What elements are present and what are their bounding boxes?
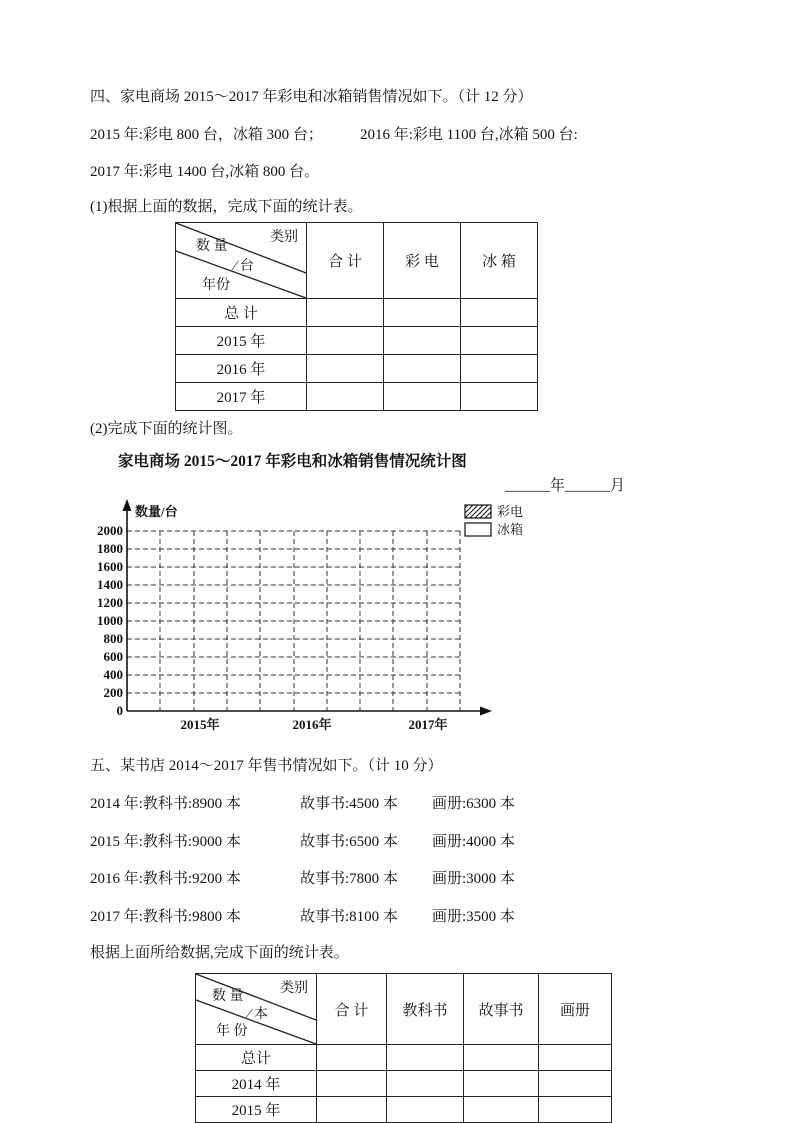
column-header-total: 合 计 [317, 974, 387, 1045]
table-cell-empty [539, 1097, 612, 1123]
table-cell-empty [387, 1097, 464, 1123]
legend-swatch-fridge-icon [465, 523, 491, 536]
chart-title: 家电商场 2015～2017 年彩电和冰箱销售情况统计图 [118, 453, 467, 470]
q5-2014-storybooks: 故事书:4500 本 [300, 796, 398, 812]
table-cell-empty [384, 383, 461, 411]
sales-statistics-chart [95, 498, 695, 743]
q4-sales-2016: 2016 年:彩电 1100 台,冰箱 500 台: [360, 127, 578, 143]
corner-label-unit: ∕ 台 [234, 259, 254, 274]
x-tick-2016: 2016年 [292, 717, 332, 732]
q4-sales-2017: 2017 年:彩电 1400 台,冰箱 800 台。 [90, 164, 320, 180]
statistics-table-appliances [175, 222, 538, 411]
table-cell-empty [464, 1045, 539, 1071]
table-cell-empty [317, 1071, 387, 1097]
q5-table-intro: 根据上面所给数据,完成下面的统计表。 [90, 945, 349, 961]
chart-grid [127, 531, 460, 711]
q4-sales-2015: 2015 年:彩电 800 台，冰箱 300 台； [90, 127, 323, 143]
legend-swatch-tv-icon [465, 505, 491, 518]
q5-2016-textbooks: 2016 年:教科书:9200 本 [90, 871, 241, 887]
row-label-2015: 2015 年 [176, 327, 307, 355]
corner-label-year: 年 份 [216, 1024, 248, 1039]
chart-axes [127, 506, 485, 711]
table-cell-empty [384, 299, 461, 327]
corner-header-cell [196, 974, 317, 1045]
q5-2017-albums: 画册:3500 本 [432, 909, 515, 925]
table-cell-empty [387, 1045, 464, 1071]
y-tick-1000: 1000 [97, 613, 123, 628]
column-header-textbooks: 教科书 [387, 974, 464, 1045]
corner-header-cell [176, 223, 307, 299]
row-label-2016: 2016 年 [176, 355, 307, 383]
corner-label-quantity: 数 量 [212, 989, 244, 1004]
y-tick-800: 800 [103, 631, 123, 646]
y-tick-200: 200 [103, 685, 123, 700]
table-cell-empty [384, 355, 461, 383]
chart-legend [465, 504, 523, 537]
row-label-2015: 2015 年 [196, 1097, 317, 1123]
q5-data-row-2017 [90, 908, 515, 927]
y-tick-2000: 2000 [97, 523, 123, 538]
column-header-storybooks: 故事书 [464, 974, 539, 1045]
q5-2015-albums: 画册:4000 本 [432, 834, 515, 850]
q5-data-row-2014 [90, 795, 515, 814]
table-cell-empty [461, 327, 538, 355]
y-tick-1600: 1600 [97, 559, 123, 574]
row-label-total: 总 计 [176, 299, 307, 327]
corner-label-unit: ∕ 本 [248, 1007, 268, 1022]
table-cell-empty [539, 1045, 612, 1071]
table-cell-empty [464, 1071, 539, 1097]
x-tick-2015: 2015年 [180, 717, 220, 732]
table-cell-empty [461, 355, 538, 383]
table-cell-empty [464, 1097, 539, 1123]
y-tick-1800: 1800 [97, 541, 123, 556]
date-blank: ______年______月 [505, 478, 626, 494]
y-tick-1400: 1400 [97, 577, 123, 592]
q5-2015-storybooks: 故事书:6500 本 [300, 834, 398, 850]
q5-data-row-2015 [90, 833, 515, 852]
table-cell-empty [307, 355, 384, 383]
question-4-heading: 四、家电商场 2015～2017 年彩电和冰箱销售情况如下。（计 12 分） [90, 89, 533, 105]
statistics-table-books [195, 973, 612, 1123]
y-tick-400: 400 [103, 667, 123, 682]
table-cell-empty [387, 1071, 464, 1097]
table-cell-empty [384, 327, 461, 355]
column-header-total: 合 计 [307, 223, 384, 299]
corner-label-year: 年份 [202, 278, 230, 293]
q4-sales-data-line-1 [90, 126, 578, 145]
column-header-albums: 画册 [539, 974, 612, 1045]
legend-label-tv: 彩电 [497, 504, 524, 519]
y-axis-title: 数量/台 [135, 504, 178, 519]
table-cell-empty [317, 1045, 387, 1071]
corner-label-category: 类别 [280, 981, 308, 996]
y-tick-1200: 1200 [97, 595, 123, 610]
q5-2014-albums: 画册:6300 本 [432, 796, 515, 812]
table-cell-empty [317, 1097, 387, 1123]
legend-label-fridge: 冰箱 [497, 522, 524, 537]
x-tick-2017: 2017年 [408, 717, 448, 732]
y-axis-arrow-icon [123, 499, 132, 511]
y-tick-600: 600 [103, 649, 123, 664]
table-cell-empty [307, 383, 384, 411]
q5-2015-textbooks: 2015 年:教科书:9000 本 [90, 834, 241, 850]
table-cell-empty [539, 1071, 612, 1097]
q5-2016-albums: 画册:3000 本 [432, 871, 515, 887]
corner-label-category: 类别 [270, 230, 298, 245]
table-cell-empty [461, 383, 538, 411]
q4-part1-label: (1)根据上面的数据，完成下面的统计表。 [90, 199, 363, 215]
q5-data-row-2016 [90, 870, 515, 889]
corner-label-quantity: 数 量 [196, 239, 228, 254]
row-label-total: 总计 [196, 1045, 317, 1071]
q5-2017-textbooks: 2017 年:教科书:9800 本 [90, 909, 241, 925]
table-cell-empty [307, 327, 384, 355]
table-cell-empty [461, 299, 538, 327]
row-label-2014: 2014 年 [196, 1071, 317, 1097]
q5-2016-storybooks: 故事书:7800 本 [300, 871, 398, 887]
column-header-fridge: 冰 箱 [461, 223, 538, 299]
table-cell-empty [307, 299, 384, 327]
row-label-2017: 2017 年 [176, 383, 307, 411]
q4-part2-label: (2)完成下面的统计图。 [90, 421, 243, 437]
q5-2017-storybooks: 故事书:8100 本 [300, 909, 398, 925]
question-5-heading: 五、某书店 2014～2017 年售书情况如下。（计 10 分） [90, 758, 443, 774]
x-axis-arrow-icon [480, 707, 492, 716]
y-tick-0: 0 [116, 703, 123, 718]
column-header-tv: 彩 电 [384, 223, 461, 299]
q5-2014-textbooks: 2014 年:教科书:8900 本 [90, 796, 241, 812]
